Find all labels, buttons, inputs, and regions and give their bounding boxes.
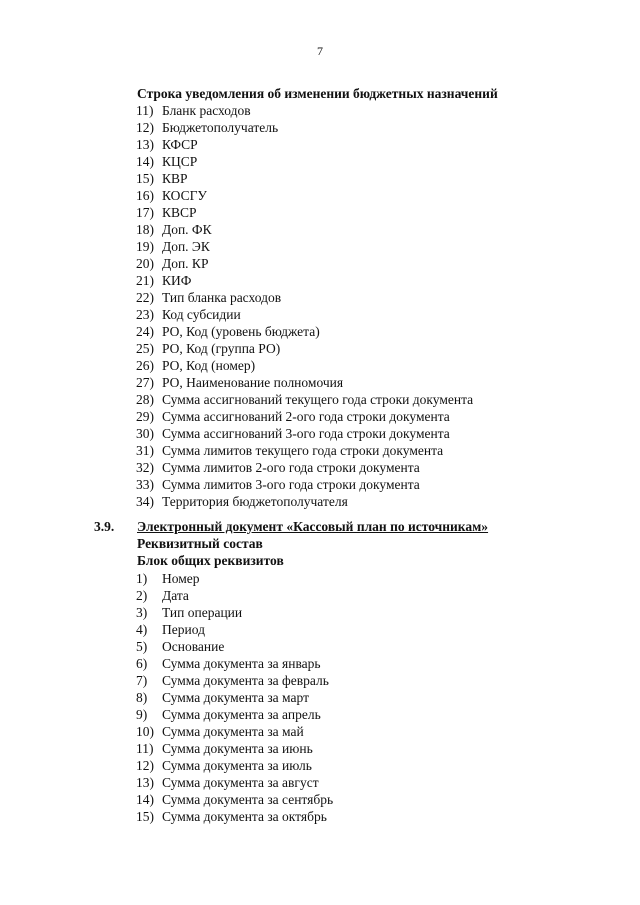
list-item-text: Сумма документа за май — [162, 724, 304, 739]
list-item — [136, 408, 473, 425]
list-item — [136, 136, 473, 153]
list-item — [136, 306, 473, 323]
list-item-text: Сумма документа за январь — [162, 656, 321, 671]
list-item-number: 14) — [136, 792, 154, 807]
list-item — [136, 238, 473, 255]
list-item — [136, 289, 473, 306]
list-item — [136, 808, 333, 825]
list-item — [136, 204, 473, 221]
list-item — [136, 723, 333, 740]
list-item-number: 21) — [136, 273, 154, 288]
section-title-cash-plan: Электронный документ «Кассовый план по источникам» — [137, 519, 489, 534]
list-item — [136, 425, 473, 442]
list-item-text: Сумма ассигнований 3-ого года строки документа — [162, 426, 450, 441]
list-item — [136, 442, 473, 459]
list-item — [136, 153, 473, 170]
list-item-text: РО, Код (уровень бюджета) — [162, 324, 320, 339]
list-item-number: 6) — [136, 656, 148, 671]
list-item-number: 30) — [136, 426, 154, 441]
list-item-number: 11) — [136, 103, 154, 118]
list-item-text: Дата — [162, 588, 189, 603]
list-item-number: 13) — [136, 137, 154, 152]
list-item-text: КИФ — [162, 273, 192, 288]
list-item-text: Сумма документа за июнь — [162, 741, 313, 756]
list-item-number: 33) — [136, 477, 154, 492]
list-item-text: Сумма лимитов текущего года строки документа — [162, 443, 444, 458]
list-item-text: КЦСР — [162, 154, 198, 169]
list-item — [136, 740, 333, 757]
section-heading-budget-notice: Строка уведомления об изменении бюджетных назначений — [137, 86, 498, 101]
list-item — [136, 391, 473, 408]
block-heading: Блок общих реквизитов — [137, 553, 284, 568]
list-item-text: Сумма лимитов 2-ого года строки документа — [162, 460, 420, 475]
list-item-text: Код субсидии — [162, 307, 241, 322]
list-item — [136, 570, 333, 587]
list-item-text: Основание — [162, 639, 225, 654]
list-item — [136, 102, 473, 119]
list-item — [136, 323, 473, 340]
list-item — [136, 374, 473, 391]
list-item — [136, 689, 333, 706]
list-item-number: 7) — [136, 673, 148, 688]
list-item-number: 16) — [136, 188, 154, 203]
list-item-number: 5) — [136, 639, 148, 654]
section-subtitle: Реквизитный состав — [137, 536, 263, 551]
list-item-number: 10) — [136, 724, 154, 739]
list-item-number: 24) — [136, 324, 154, 339]
list-item-number: 34) — [136, 494, 154, 509]
list-item — [136, 621, 333, 638]
list-item-number: 32) — [136, 460, 154, 475]
list-item — [136, 119, 473, 136]
list-item-number: 20) — [136, 256, 154, 271]
list-item — [136, 791, 333, 808]
list-item-number: 19) — [136, 239, 154, 254]
list-item-number: 14) — [136, 154, 154, 169]
list-item — [136, 493, 473, 510]
list-item-text: Доп. ЭК — [162, 239, 210, 254]
list-item-text: Сумма документа за сентябрь — [162, 792, 334, 807]
list-item-text: КВР — [162, 171, 188, 186]
list-item-text: Доп. КР — [162, 256, 209, 271]
list-item — [136, 255, 473, 272]
list-item-number: 8) — [136, 690, 148, 705]
list-item — [136, 357, 473, 374]
list-item — [136, 340, 473, 357]
list-item-text: Сумма документа за апрель — [162, 707, 321, 722]
list-item — [136, 272, 473, 289]
list-item — [136, 221, 473, 238]
list-item — [136, 170, 473, 187]
list-item-number: 4) — [136, 622, 148, 637]
list-item-text: Номер — [162, 571, 200, 586]
list-item-number: 27) — [136, 375, 154, 390]
list-item — [136, 459, 473, 476]
list-item — [136, 672, 333, 689]
list-item-text: РО, Наименование полномочия — [162, 375, 344, 390]
list-item-text: Тип бланка расходов — [162, 290, 282, 305]
list-item-number: 15) — [136, 809, 154, 824]
list-item-text: Сумма документа за август — [162, 775, 319, 790]
list-item-text: Бюджетополучатель — [162, 120, 279, 135]
list-item-number: 3) — [136, 605, 148, 620]
list-item — [136, 187, 473, 204]
list-item-number: 1) — [136, 571, 148, 586]
list-item-number: 17) — [136, 205, 154, 220]
list-item-text: Сумма ассигнований текущего года строки документа — [162, 392, 474, 407]
list-item — [136, 587, 333, 604]
list-item-text: Период — [162, 622, 205, 637]
section-number: 3.9. — [94, 519, 115, 534]
list-item-number: 12) — [136, 120, 154, 135]
list-item — [136, 604, 333, 621]
list-item-number: 23) — [136, 307, 154, 322]
list-item — [136, 638, 333, 655]
list-item — [136, 706, 333, 723]
list-item-text: КВСР — [162, 205, 197, 220]
list-item — [136, 655, 333, 672]
list-item — [136, 757, 333, 774]
list-item-text: РО, Код (номер) — [162, 358, 256, 373]
requisites-list-budget-notice — [136, 102, 473, 510]
list-item-number: 2) — [136, 588, 148, 603]
list-item-number: 11) — [136, 741, 154, 756]
list-item-number: 25) — [136, 341, 154, 356]
list-item-text: КФСР — [162, 137, 198, 152]
list-item-number: 29) — [136, 409, 154, 424]
list-item-number: 12) — [136, 758, 154, 773]
list-item-number: 28) — [136, 392, 154, 407]
list-item-text: Доп. ФК — [162, 222, 212, 237]
list-item-number: 31) — [136, 443, 154, 458]
list-item-text: Сумма лимитов 3-ого года строки документа — [162, 477, 420, 492]
page-number: 7 — [317, 44, 323, 58]
requisites-list-common — [136, 570, 333, 825]
list-item-text: Сумма документа за июль — [162, 758, 312, 773]
list-item-number: 18) — [136, 222, 154, 237]
list-item-text: Сумма документа за октябрь — [162, 809, 327, 824]
list-item-number: 9) — [136, 707, 148, 722]
list-item-number: 15) — [136, 171, 154, 186]
list-item-text: РО, Код (группа РО) — [162, 341, 281, 356]
list-item-text: Сумма документа за февраль — [162, 673, 329, 688]
list-item — [136, 476, 473, 493]
list-item-number: 13) — [136, 775, 154, 790]
list-item-text: Сумма документа за март — [162, 690, 309, 705]
list-item-number: 26) — [136, 358, 154, 373]
list-item-text: Сумма ассигнований 2-ого года строки документа — [162, 409, 450, 424]
list-item-text: Территория бюджетополучателя — [162, 494, 348, 509]
list-item — [136, 774, 333, 791]
list-item-text: Бланк расходов — [162, 103, 251, 118]
list-item-text: КОСГУ — [162, 188, 207, 203]
list-item-text: Тип операции — [162, 605, 243, 620]
list-item-number: 22) — [136, 290, 154, 305]
